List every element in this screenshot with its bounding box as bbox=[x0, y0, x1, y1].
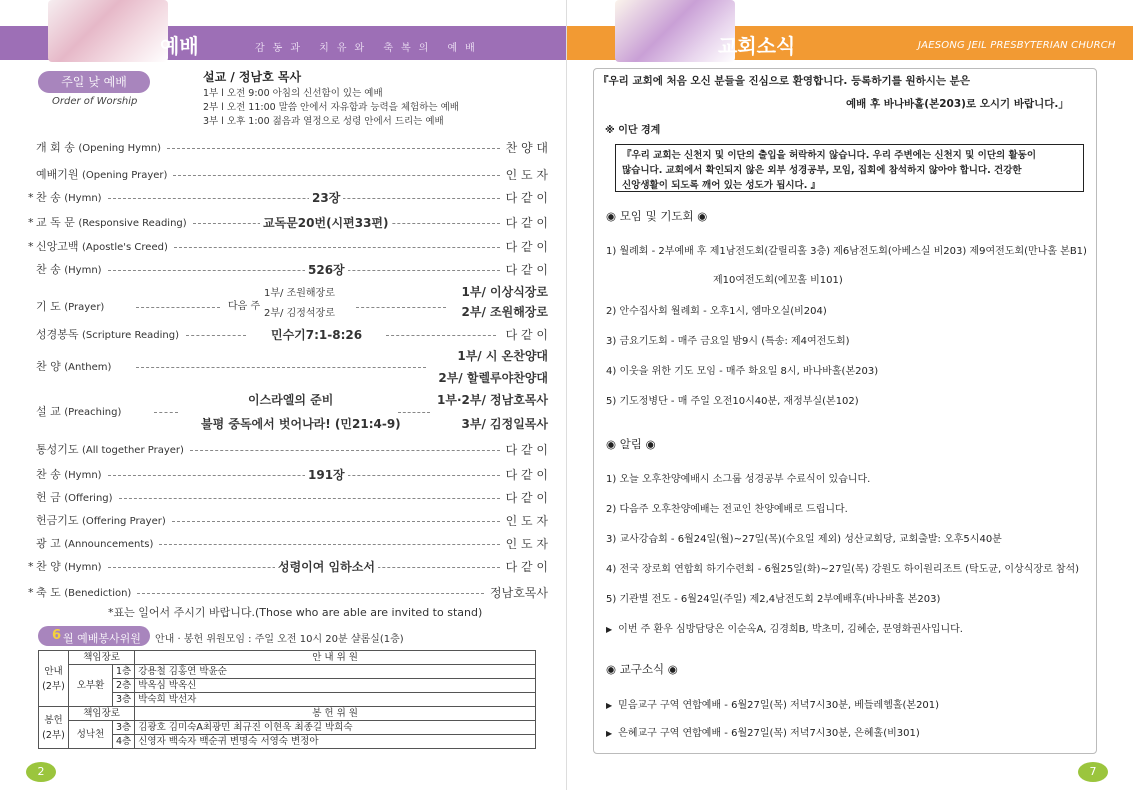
guide-floor: 1층 bbox=[113, 665, 135, 679]
worship-item-prayer bbox=[36, 285, 548, 322]
item-label: 찬 송 bbox=[36, 468, 61, 481]
item-label: 예배기원 bbox=[36, 168, 79, 181]
item-detail: 191장 bbox=[305, 467, 348, 483]
worship-item bbox=[36, 442, 548, 458]
preaching-title-2: 불평 중독에서 벗어나라! (민21:4-9) bbox=[201, 417, 401, 431]
notice-item: 2) 다음주 오후찬양예배는 전교인 찬양예배로 드립니다. bbox=[606, 504, 848, 515]
heresy-line: 많습니다. 교회에서 확인되지 않은 외부 성경공부, 모임, 집회에 참석하지 않아야 합니다. 건강한 bbox=[622, 165, 1022, 176]
scripture-right: 다 같 이 bbox=[505, 328, 548, 342]
worship-item bbox=[28, 559, 548, 575]
prayer-a1: 1부/ 조원해장로 bbox=[264, 288, 335, 299]
worship-item bbox=[36, 490, 548, 506]
item-label: 축 도 bbox=[36, 586, 61, 599]
item-label: 헌 금 bbox=[36, 491, 61, 504]
flower-image-right bbox=[615, 0, 735, 62]
stand-star: * bbox=[28, 216, 34, 229]
item-label: 광 고 bbox=[36, 537, 61, 550]
right-header-english: JAESONG JEIL PRESBYTERIAN CHURCH bbox=[918, 40, 1116, 51]
item-english: (Responsive Reading) bbox=[78, 218, 187, 229]
stand-star: * bbox=[28, 191, 34, 204]
item-label: 통성기도 bbox=[36, 443, 79, 456]
scripture-text: 민수기7:1-8:26 bbox=[268, 327, 365, 343]
item-label: 찬 송 bbox=[36, 191, 61, 204]
guide-names: 박옥심 박옥신 bbox=[135, 679, 536, 693]
worship-item bbox=[28, 215, 548, 231]
committee-table bbox=[38, 650, 536, 749]
page-number-left: 2 bbox=[26, 762, 56, 782]
section-meetings-title: ◉ 모임 및 기도회 ◉ bbox=[606, 209, 708, 223]
notice-item: 3) 교사강습회 - 6월24일(월)~27일(목)(수요일 제외) 성산교회당, 교회출발: 오후5시40분 bbox=[606, 534, 1002, 545]
item-performer: 다 같 이 bbox=[505, 216, 548, 230]
item-detail: 526장 bbox=[305, 262, 348, 278]
preaching-r1: 1부·2부/ 정남호목사 bbox=[437, 393, 548, 407]
page-number-right: 7 bbox=[1078, 762, 1108, 782]
flower-image-left bbox=[48, 0, 168, 62]
service-2: 2부 l 오전 11:00 말씀 안에서 자유함과 능력을 체험하는 예배 bbox=[203, 102, 459, 113]
section-district-title: ◉ 교구소식 ◉ bbox=[606, 662, 678, 676]
service-1: 1부 l 오전 9:00 아침의 신선함이 있는 예배 bbox=[203, 88, 383, 99]
preaching-r2: 3부/ 김정일목사 bbox=[461, 417, 548, 431]
prayer-label: 기 도 bbox=[36, 300, 61, 313]
guide-names: 박숙희 박선자 bbox=[135, 693, 536, 707]
committee-meeting: 안내 · 봉헌 위원모임 : 주일 오전 10시 20분 샬롬실(1층) bbox=[155, 634, 404, 645]
guide-head: 안 내 위 원 bbox=[135, 651, 536, 665]
worship-item bbox=[36, 513, 548, 529]
committee-month: 6 bbox=[52, 628, 62, 643]
item-performer: 다 같 이 bbox=[505, 191, 548, 205]
district-item-text: 은혜교구 구역 연합예배 - 6월27일(목) 저녁7시30분, 은혜홀(비301) bbox=[618, 728, 920, 739]
item-performer: 인 도 자 bbox=[505, 514, 548, 528]
item-label: 개 회 송 bbox=[36, 141, 75, 154]
worship-item bbox=[36, 167, 548, 183]
item-performer: 다 같 이 bbox=[505, 240, 548, 254]
stand-star: * bbox=[28, 586, 34, 599]
worship-item-preaching bbox=[36, 392, 548, 432]
item-english: (Apostle's Creed) bbox=[82, 242, 168, 253]
item-english: (Hymn) bbox=[64, 470, 102, 481]
heresy-title: ※ 이단 경계 bbox=[605, 125, 661, 136]
prayer-a2: 2부/ 김정석장로 bbox=[264, 308, 335, 319]
worship-item bbox=[36, 140, 548, 156]
preaching-title-1: 이스라엘의 준비 bbox=[248, 393, 334, 407]
service-3: 3부 l 오후 1:00 젊음과 열정으로 성령 안에서 드리는 예배 bbox=[203, 116, 444, 127]
meeting-item: 제10여전도회(에꼬홀 비101) bbox=[713, 275, 843, 286]
item-english: (Hymn) bbox=[64, 193, 102, 204]
heresy-line: 신앙생활이 되도록 깨어 있는 성도가 됩시다. 』 bbox=[622, 180, 821, 191]
item-performer: 정남호목사 bbox=[490, 586, 548, 600]
meeting-item: 1) 월례회 - 2부예배 후 제1남전도회(갈릴리홀 3층) 제6남전도회(아베스실 비203) 제9여전도회(만나홀 본B1) bbox=[606, 246, 1087, 257]
anthem-r2: 2부/ 할렐루야찬양대 bbox=[438, 371, 548, 385]
offer-floor: 4층 bbox=[113, 735, 135, 749]
guide-floor: 2층 bbox=[113, 679, 135, 693]
item-detail: 교독문20번(시편33편) bbox=[260, 215, 392, 231]
item-label: 교 독 문 bbox=[36, 216, 75, 229]
item-performer: 다 같 이 bbox=[505, 263, 548, 277]
anthem-en: (Anthem) bbox=[64, 362, 112, 373]
worship-pill: 주일 낮 예배 bbox=[38, 71, 150, 93]
item-performer: 인 도 자 bbox=[505, 168, 548, 182]
item-performer: 다 같 이 bbox=[505, 491, 548, 505]
offer-head: 봉 헌 위 원 bbox=[135, 707, 536, 721]
welcome-line-2: 예배 후 바나바홀(본203)로 오시기 바랍니다.」 bbox=[846, 98, 1069, 110]
meeting-item: 5) 기도정병단 - 매 주일 오전10시40분, 재정부실(본102) bbox=[606, 396, 859, 407]
worship-item bbox=[28, 585, 548, 601]
item-english: (Hymn) bbox=[64, 562, 102, 573]
item-performer: 찬 양 대 bbox=[505, 141, 548, 155]
scripture-label: 성경봉독 bbox=[36, 328, 79, 341]
item-detail: 성령이여 임하소서 bbox=[275, 559, 378, 575]
item-performer: 다 같 이 bbox=[505, 443, 548, 457]
offer-names: 신영자 백숙자 백순귀 변명숙 서영숙 변정아 bbox=[135, 735, 536, 749]
item-english: (Offering Prayer) bbox=[82, 516, 166, 527]
stand-star: * bbox=[28, 560, 34, 573]
guide-elder-head: 책임장로 bbox=[69, 651, 135, 665]
offer-floor: 3층 bbox=[113, 721, 135, 735]
meeting-item: 2) 안수집사회 월례회 - 오후1시, 엠마오실(비204) bbox=[606, 306, 827, 317]
triangle-bullet-icon: ▶ bbox=[606, 729, 613, 738]
notice-item-text: 이번 주 환우 심방담당은 이순옥A, 김경희B, 박초미, 김혜순, 문영화권사입니다. bbox=[618, 624, 963, 635]
heresy-notice bbox=[615, 144, 1084, 192]
right-header-title: 교회소식 bbox=[718, 36, 796, 58]
worship-item bbox=[36, 262, 548, 278]
item-performer: 다 같 이 bbox=[505, 468, 548, 482]
heresy-line: 『우리 교회는 신천지 및 이단의 출입을 허락하지 않습니다. 우리 주변에는 신천지 및 이단의 활동이 bbox=[622, 150, 1037, 161]
section-notices-title: ◉ 알림 ◉ bbox=[606, 437, 656, 451]
item-label: 신앙고백 bbox=[36, 240, 79, 253]
offer-elder: 성낙천 bbox=[69, 721, 113, 749]
meeting-item: 4) 이웃을 위한 기도 모임 - 매주 화요일 8시, 바나바홀(본203) bbox=[606, 366, 879, 377]
notice-item: 4) 전국 장로회 연합회 하기수련회 - 6월25일(화)~27일(목) 강원도 하이원리조트 (탁도균, 이상식장로 참석) bbox=[606, 564, 1080, 575]
left-header-title: 예배 bbox=[160, 36, 199, 58]
item-label: 찬 송 bbox=[36, 263, 61, 276]
item-english: (Benediction) bbox=[64, 588, 132, 599]
stand-note: *표는 일어서 주시기 바랍니다.(Those who are able are invited to stand) bbox=[108, 606, 483, 619]
guide-label: 안내 (2부) bbox=[39, 651, 69, 707]
item-english: (Offering) bbox=[64, 493, 113, 504]
committee-title: 월 예배봉사위원 bbox=[63, 632, 141, 645]
prayer-b1: 1부/ 이상식장로 bbox=[461, 285, 548, 299]
offer-names: 김광호 김미숙A최광민 최규진 이현욱 최종길 박희숙 bbox=[135, 721, 536, 735]
left-header-subtitle: 감동과 치유와 축복의 예배 bbox=[255, 43, 483, 54]
district-item bbox=[606, 696, 939, 711]
preaching-en: (Preaching) bbox=[64, 407, 122, 418]
district-item-text: 믿음교구 구역 연합예배 - 6월27일(목) 저녁7시30분, 베들레헴홀(본201) bbox=[618, 700, 940, 711]
guide-floor: 3층 bbox=[113, 693, 135, 707]
item-label: 헌금기도 bbox=[36, 514, 79, 527]
item-english: (Hymn) bbox=[64, 265, 102, 276]
triangle-bullet-icon: ▶ bbox=[606, 701, 613, 710]
meeting-item: 3) 금요기도회 - 매주 금요일 밤9시 (특송: 제4여전도회) bbox=[606, 336, 850, 347]
item-english: (All together Prayer) bbox=[82, 445, 184, 456]
anthem-label: 찬 양 bbox=[36, 360, 61, 373]
guide-elder: 오부환 bbox=[69, 665, 113, 707]
item-detail: 23장 bbox=[309, 190, 343, 206]
triangle-bullet-icon: ▶ bbox=[606, 625, 613, 634]
prayer-en: (Prayer) bbox=[64, 302, 105, 313]
item-performer: 다 같 이 bbox=[505, 560, 548, 574]
notice-item-bullet bbox=[606, 620, 963, 635]
item-performer: 인 도 자 bbox=[505, 537, 548, 551]
prayer-next-week: 다음 주 bbox=[228, 301, 261, 312]
preaching-label: 설 교 bbox=[36, 405, 61, 418]
worship-item-scripture bbox=[36, 327, 548, 343]
worship-item bbox=[28, 190, 548, 206]
prayer-b2: 2부/ 조원해장로 bbox=[461, 305, 548, 319]
worship-item bbox=[36, 467, 548, 483]
worship-item bbox=[36, 536, 548, 552]
stand-star: * bbox=[28, 240, 34, 253]
order-of-worship: Order of Worship bbox=[52, 96, 138, 107]
district-item bbox=[606, 724, 920, 739]
offer-elder-head: 책임장로 bbox=[69, 707, 135, 721]
guide-names: 강용철 김홍연 박윤순 bbox=[135, 665, 536, 679]
item-english: (Announcements) bbox=[64, 539, 154, 550]
welcome-line-1: 『우리 교회에 처음 오신 분들을 진심으로 환영합니다. 등록하기를 원하시는 분은 bbox=[598, 75, 970, 87]
item-label: 찬 양 bbox=[36, 560, 61, 573]
worship-item-anthem bbox=[36, 350, 548, 384]
worship-item bbox=[28, 239, 548, 255]
notice-item: 1) 오늘 오후찬양예배시 소그룹 성경공부 수료식이 있습니다. bbox=[606, 474, 871, 485]
page-divider bbox=[566, 0, 567, 790]
sermon-by: 설교 / 정남호 목사 bbox=[203, 70, 302, 84]
anthem-r1: 1부/ 시 온찬양대 bbox=[457, 349, 548, 363]
offer-label: 봉헌 (2부) bbox=[39, 707, 69, 749]
scripture-en: (Scripture Reading) bbox=[82, 330, 179, 341]
item-english: (Opening Prayer) bbox=[82, 170, 168, 181]
notice-item: 5) 기관별 전도 - 6월24일(주일) 제2,4남전도회 2부예배후(바나바홀 본203) bbox=[606, 594, 941, 605]
item-english: (Opening Hymn) bbox=[78, 143, 162, 154]
